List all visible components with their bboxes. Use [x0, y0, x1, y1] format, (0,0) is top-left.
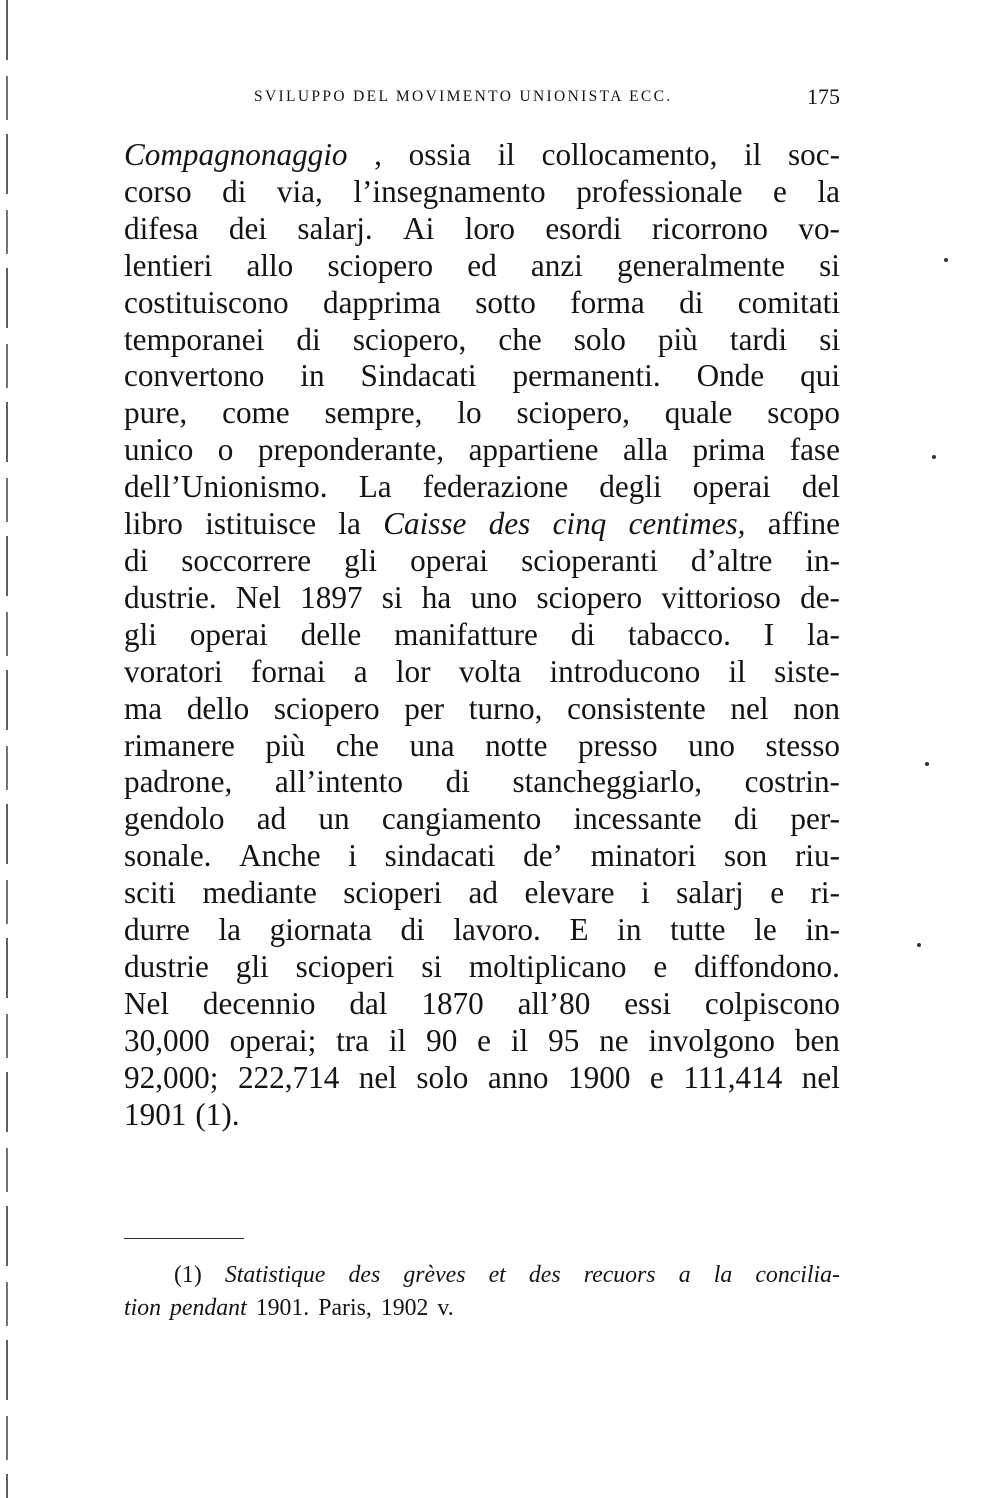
body-line: [124, 432, 840, 469]
word: tion: [124, 1295, 162, 1321]
word: 111,414: [683, 1059, 783, 1095]
body-line: [124, 691, 840, 728]
word: scopo: [767, 395, 840, 431]
body-line: [124, 654, 840, 691]
word: centimes,: [628, 506, 746, 542]
word: lentieri: [124, 247, 213, 283]
word: tutte: [670, 912, 726, 948]
word: notte: [485, 727, 548, 763]
word: come: [222, 395, 290, 431]
word: pure,: [124, 395, 188, 431]
word: cangiamento: [381, 801, 542, 837]
word: sciopero,: [352, 321, 467, 357]
word: la: [338, 506, 361, 542]
word: Nel: [235, 579, 281, 615]
word: (1): [174, 1262, 202, 1288]
word: v.: [437, 1295, 454, 1321]
word: operai: [692, 469, 771, 505]
word: riu-: [794, 838, 840, 874]
word: si: [381, 579, 403, 615]
word: la-: [807, 616, 840, 652]
word: solo: [416, 1059, 469, 1095]
body-line: [124, 1060, 840, 1097]
body-line: [124, 1023, 840, 1060]
word: corso: [124, 173, 192, 209]
body-line: [124, 285, 840, 322]
body-line: [124, 395, 840, 432]
word: salarj.: [297, 210, 373, 246]
word: operai: [410, 542, 489, 578]
word: dal: [349, 985, 388, 1021]
word: uno: [470, 579, 518, 615]
page-number: 175: [807, 84, 840, 109]
word: di: [296, 321, 321, 357]
word: 1870: [421, 985, 484, 1021]
word: sonale.: [124, 838, 212, 874]
word: grèves: [403, 1262, 466, 1288]
word: più: [657, 321, 698, 357]
word: e: [773, 173, 787, 209]
word: Onde: [696, 358, 765, 394]
word: di: [124, 542, 149, 578]
word: preponderante,: [257, 432, 445, 468]
word: comitati: [737, 284, 840, 320]
word: in: [300, 358, 325, 394]
word: d’altre: [690, 542, 773, 578]
word: sciopero: [536, 579, 643, 615]
word: o: [217, 432, 234, 468]
body-line: [124, 506, 840, 543]
word: essi: [624, 985, 671, 1021]
word: presso: [577, 727, 658, 763]
body-line: [124, 469, 840, 506]
word: Anche: [239, 838, 321, 874]
word: dei: [228, 210, 267, 246]
word: scioperi: [295, 948, 395, 984]
word: delle: [300, 616, 362, 652]
word: 1901: [124, 1096, 187, 1132]
word: collocamento,: [541, 137, 718, 172]
word: scioperanti: [521, 542, 658, 578]
word: appartiene: [468, 432, 599, 468]
word: nel: [730, 690, 769, 726]
body-line: [124, 875, 840, 912]
body-line: [124, 543, 840, 580]
word: stesso: [765, 727, 840, 763]
word: nel: [358, 1059, 397, 1095]
word: voratori: [124, 653, 223, 689]
word: recuors: [583, 1262, 656, 1288]
word: ed: [467, 247, 497, 283]
word: mediante: [202, 875, 317, 911]
word: si: [819, 321, 840, 357]
word: pendant: [170, 1295, 247, 1321]
word: le: [754, 912, 777, 948]
word: manifatture: [394, 616, 538, 652]
body-line: [124, 949, 840, 986]
word: operai;: [229, 1022, 317, 1058]
word: allo: [246, 247, 294, 283]
word: 30,000: [124, 1022, 210, 1058]
word: sciopero: [327, 247, 434, 283]
word: Ai: [403, 210, 435, 246]
word: vittorioso: [661, 579, 781, 615]
word: più: [265, 727, 306, 763]
word: federazione: [422, 469, 569, 505]
word: fornai: [251, 653, 326, 689]
word: in-: [805, 542, 840, 578]
word: istituisce: [205, 506, 317, 542]
scan-speck: [917, 943, 921, 947]
word: i: [348, 838, 357, 874]
word: operai: [189, 616, 268, 652]
word: costrin-: [744, 764, 840, 800]
word: la: [713, 1262, 733, 1288]
scan-speck: [932, 455, 936, 459]
word: quale: [664, 395, 733, 431]
word: di: [570, 616, 595, 652]
word: di: [222, 173, 247, 209]
word: 1901.: [255, 1295, 310, 1321]
word: ad: [468, 875, 498, 911]
word: qui: [800, 358, 840, 394]
body-line: [124, 801, 840, 838]
word: concilia-: [755, 1262, 840, 1288]
word: fase: [789, 432, 840, 468]
word: ad: [256, 801, 287, 837]
word: all’intento: [274, 764, 404, 800]
word: tabacco.: [627, 616, 731, 652]
word: lo: [457, 395, 482, 431]
word: de-: [800, 579, 840, 615]
footnote-rule: [124, 1238, 244, 1239]
word: 90: [426, 1022, 458, 1058]
word: ne: [599, 1022, 629, 1058]
word: 1897: [300, 579, 363, 615]
word: lavoro.: [453, 912, 541, 948]
word: involgono: [648, 1022, 775, 1058]
word: uno: [688, 727, 735, 763]
word: la: [817, 173, 840, 209]
word: des: [528, 1262, 561, 1288]
word: gli: [344, 542, 378, 578]
word: (1).: [195, 1096, 240, 1132]
word: solo: [573, 321, 626, 357]
scan-speck: [944, 258, 948, 262]
word: colpiscono: [704, 985, 840, 1021]
word: de’: [523, 838, 563, 874]
word: sciti: [124, 875, 176, 911]
word: ha: [421, 579, 452, 615]
word: dapprima: [323, 284, 441, 320]
word: padrone,: [124, 764, 233, 800]
word: dello: [186, 690, 250, 726]
word: a: [353, 653, 368, 689]
body-line: [124, 617, 840, 654]
word: son: [723, 838, 768, 874]
word: gli: [235, 948, 269, 984]
word: ri-: [810, 875, 840, 911]
word: di: [445, 764, 470, 800]
word: decennio: [202, 985, 316, 1021]
word: una: [409, 727, 455, 763]
word: soccorrere: [181, 542, 312, 578]
page-header: [254, 84, 840, 114]
word: diffondono.: [694, 948, 840, 984]
word: libro: [124, 506, 183, 542]
word: 222,714: [237, 1059, 340, 1095]
word: i: [640, 875, 650, 911]
word: e: [649, 1059, 664, 1095]
word: ma: [124, 690, 163, 726]
word: rimanere: [124, 727, 235, 763]
word: sempre,: [324, 395, 423, 431]
word: ossia: [408, 137, 471, 172]
word: si: [819, 247, 840, 283]
word: soc-: [788, 137, 840, 172]
word: gendolo: [124, 801, 225, 837]
word: di: [733, 801, 759, 837]
word: all’80: [517, 985, 591, 1021]
word: Compagnonaggio: [124, 137, 348, 172]
word: minatori: [590, 838, 697, 874]
word: di: [679, 284, 704, 320]
word: dell’Unionismo.: [124, 469, 328, 505]
body-line: [124, 986, 840, 1023]
word: Paris,: [318, 1295, 372, 1321]
word: 92,000;: [124, 1059, 219, 1095]
body-line: [124, 912, 840, 949]
word: sciopero,: [516, 395, 630, 431]
word: il: [744, 137, 762, 172]
scan-speck: [925, 762, 929, 766]
word: dustrie: [124, 948, 209, 984]
word: permanenti.: [512, 358, 661, 394]
word: E: [569, 912, 589, 948]
word: elevare: [524, 875, 615, 911]
body-line: [124, 1097, 840, 1134]
word: l’insegnamento: [353, 173, 546, 209]
word: professionale: [576, 173, 743, 209]
word: moltiplicano: [468, 948, 627, 984]
word: la: [218, 912, 241, 948]
word: ,: [374, 137, 382, 172]
word: forma: [570, 284, 645, 320]
word: cinq: [552, 506, 607, 542]
word: ben: [794, 1022, 840, 1058]
word: del: [801, 469, 840, 505]
body-line: [124, 248, 840, 285]
word: che: [335, 727, 379, 763]
word: I: [763, 616, 775, 652]
word: Statistique: [224, 1262, 326, 1288]
word: durre: [124, 912, 190, 948]
word: introducono: [549, 653, 701, 689]
word: scioperi: [343, 875, 443, 911]
word: il: [388, 1022, 407, 1058]
word: consistente: [567, 690, 706, 726]
word: salarj: [676, 875, 744, 911]
word: Nel: [124, 985, 170, 1021]
body-line: [124, 358, 840, 395]
word: per: [404, 690, 445, 726]
body-line: [124, 838, 840, 875]
word: alla: [622, 432, 668, 468]
word: stancheggiarlo,: [512, 764, 703, 800]
word: des: [348, 1262, 381, 1288]
word: degli: [599, 469, 662, 505]
word: difesa: [124, 210, 199, 246]
word: ricorrono: [651, 210, 768, 246]
word: in-: [805, 912, 840, 948]
word: sciopero: [273, 690, 380, 726]
footnote-line: [124, 1292, 840, 1325]
body-line: [124, 137, 840, 174]
word: La: [358, 469, 392, 505]
word: si: [421, 948, 442, 984]
body-line: [124, 211, 840, 248]
body-line: [124, 728, 840, 765]
word: vo-: [798, 210, 840, 246]
word: tardi: [729, 321, 788, 357]
scan-left-edge: [6, 0, 8, 1498]
word: 1900: [568, 1059, 631, 1095]
word: e: [770, 875, 785, 911]
word: costituiscono: [124, 284, 289, 320]
word: esordi: [545, 210, 622, 246]
word: affine: [767, 506, 840, 542]
word: il: [510, 1022, 529, 1058]
word: sindacati: [384, 838, 496, 874]
word: temporanei: [124, 321, 265, 357]
word: anzi: [530, 247, 583, 283]
word: nel: [801, 1059, 840, 1095]
word: sotto: [475, 284, 536, 320]
body-line: [124, 174, 840, 211]
word: in: [617, 912, 642, 948]
word: lor: [395, 653, 431, 689]
footnote-line: [124, 1259, 840, 1292]
word: di: [400, 912, 425, 948]
word: generalmente: [617, 247, 785, 283]
word: turno,: [468, 690, 543, 726]
word: via,: [276, 173, 323, 209]
word: il: [728, 653, 746, 689]
word: dustrie.: [124, 579, 217, 615]
word: loro: [464, 210, 515, 246]
word: unico: [124, 432, 194, 468]
word: anno: [487, 1059, 549, 1095]
word: convertono: [124, 358, 265, 394]
word: incessante: [573, 801, 702, 837]
word: volta: [458, 653, 522, 689]
word: tra: [336, 1022, 370, 1058]
body-line: [124, 322, 840, 359]
word: per-: [790, 801, 840, 837]
word: et: [488, 1262, 506, 1288]
body-line: [124, 764, 840, 801]
footnote: [124, 1259, 840, 1325]
word: 95: [548, 1022, 580, 1058]
word: e: [477, 1022, 492, 1058]
word: che: [498, 321, 542, 357]
word: 1902: [380, 1295, 429, 1321]
body-line: [124, 580, 840, 617]
word: prima: [692, 432, 766, 468]
running-title: SVILUPPO DEL MOVIMENTO UNIONISTA ECC.: [254, 88, 673, 105]
word: giornata: [269, 912, 372, 948]
word: un: [318, 801, 350, 837]
word: non: [793, 690, 840, 726]
word: Caisse: [383, 506, 467, 542]
word: siste-: [774, 653, 840, 689]
word: Sindacati: [360, 358, 477, 394]
word: gli: [124, 616, 157, 652]
word: il: [497, 137, 515, 172]
word: des: [488, 506, 531, 542]
word: e: [653, 948, 668, 984]
word: a: [678, 1262, 691, 1288]
body-text: [124, 137, 840, 1133]
